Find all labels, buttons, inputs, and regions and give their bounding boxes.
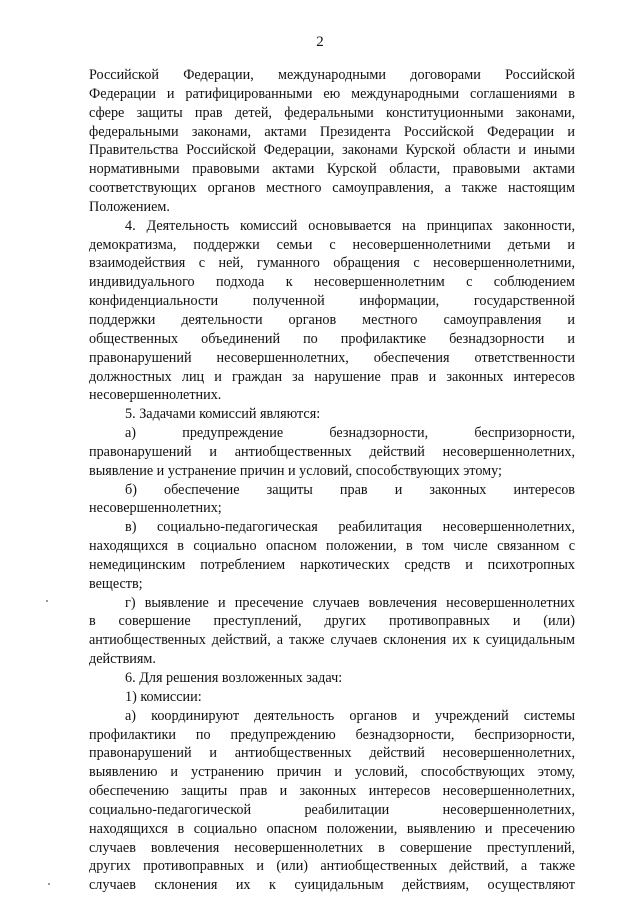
text-line: немедицинским потреблением наркотических средств и психотропных [89, 556, 575, 573]
text-line: поддержки деятельности органов местного самоуправления и [89, 311, 575, 328]
text-line: 4. Деятельность комиссий основывается на принципах законности, [125, 217, 575, 234]
text-line: правонарушений и антиобщественных действий несовершеннолетних, [89, 745, 575, 762]
text-line: сфере защиты прав детей, федеральными конституционными законами, [89, 104, 575, 121]
text-line: в совершение преступлений, других противоправных и (или) [89, 613, 575, 630]
text-line: должностных лиц и граждан за нарушение прав и законных интересов [89, 368, 575, 385]
scan-speck [46, 600, 48, 602]
text-line: правонарушений несовершеннолетних, обеспечения ответственности [89, 349, 575, 366]
text-line: Правительства Российской Федерации, законами Курской области и иными [89, 142, 575, 159]
text-line: а) предупреждение безнадзорности, беспризорности, [125, 425, 575, 442]
text-line: общественных объединений по профилактике безнадзорности и [89, 330, 575, 347]
text-line: случаев склонения их к суицидальным действиям, осуществляют [89, 877, 575, 894]
text-line: в) социально-педагогическая реабилитация несовершеннолетних, [125, 519, 575, 536]
text-line: нормативными правовыми актами Курской области, правовыми актами [89, 161, 575, 178]
page-number: 2 [316, 34, 324, 50]
text-line: других противоправных и (или) антиобщественных действий, а также [89, 858, 575, 875]
text-line: Российской Федерации, международными договорами Российской [89, 67, 575, 83]
text-line: случаев вовлечения несовершеннолетних в совершение преступлений, [89, 839, 575, 856]
text-line: действиям. [89, 651, 156, 668]
text-line: веществ; [89, 575, 143, 592]
text-line: 6. Для решения возложенных задач: [125, 670, 343, 686]
text-line: находящихся в социально опасном положении, в том числе связанном с [89, 538, 575, 555]
text-line: находящихся в социально опасном положении, выявлению и пресечению [89, 820, 575, 837]
text-line: выявлению и устранению причин и условий, способствующих этому, [89, 764, 575, 781]
text-line: б) обеспечение защиты прав и законных интересов [125, 481, 575, 498]
text-line: обеспечению защиты прав и законных интересов несовершеннолетних, [89, 783, 575, 800]
text-line: 5. Задачами комиссий являются: [125, 406, 321, 423]
text-line: выявление и устранение причин и условий, способствующих этому; [89, 462, 502, 479]
text-line: Положением. [89, 198, 170, 215]
text-line: Федерации и ратифицированными ею международными соглашениями в [89, 85, 575, 102]
text-line: конфиденциальности полученной информации, государственной [89, 293, 575, 310]
text-line: социально-педагогической реабилитации несовершеннолетних, [89, 801, 575, 818]
text-line: федеральными законами, актами Президента Российской Федерации и [89, 123, 575, 140]
text-line: несовершеннолетних; [89, 500, 222, 517]
text-line: профилактики по предупреждению безнадзорности, беспризорности, [89, 726, 575, 743]
document-body [89, 66, 575, 895]
text-line: соответствующих органов местного самоуправления, а также настоящим [89, 180, 575, 197]
text-line: г) выявление и пресечение случаев вовлечения несовершеннолетних [125, 594, 575, 611]
text-line: правонарушений и антиобщественных действий несовершеннолетних, [89, 443, 575, 460]
text-line: взаимодействия с ней, гуманного обращения с несовершеннолетними, [89, 255, 575, 272]
text-line: а) координируют деятельность органов и учреждений системы [125, 707, 575, 724]
text-line: индивидуального подхода к несовершеннолетним с соблюдением [89, 274, 575, 291]
scan-speck [48, 883, 50, 885]
text-line: несовершеннолетних. [89, 387, 222, 404]
text-line: антиобщественных действий, а также случаев склонения их к суицидальным [89, 632, 575, 649]
text-line: 1) комиссии: [125, 688, 202, 705]
text-line: демократизма, поддержки семьи с несовершеннолетними детьми и [89, 236, 575, 253]
